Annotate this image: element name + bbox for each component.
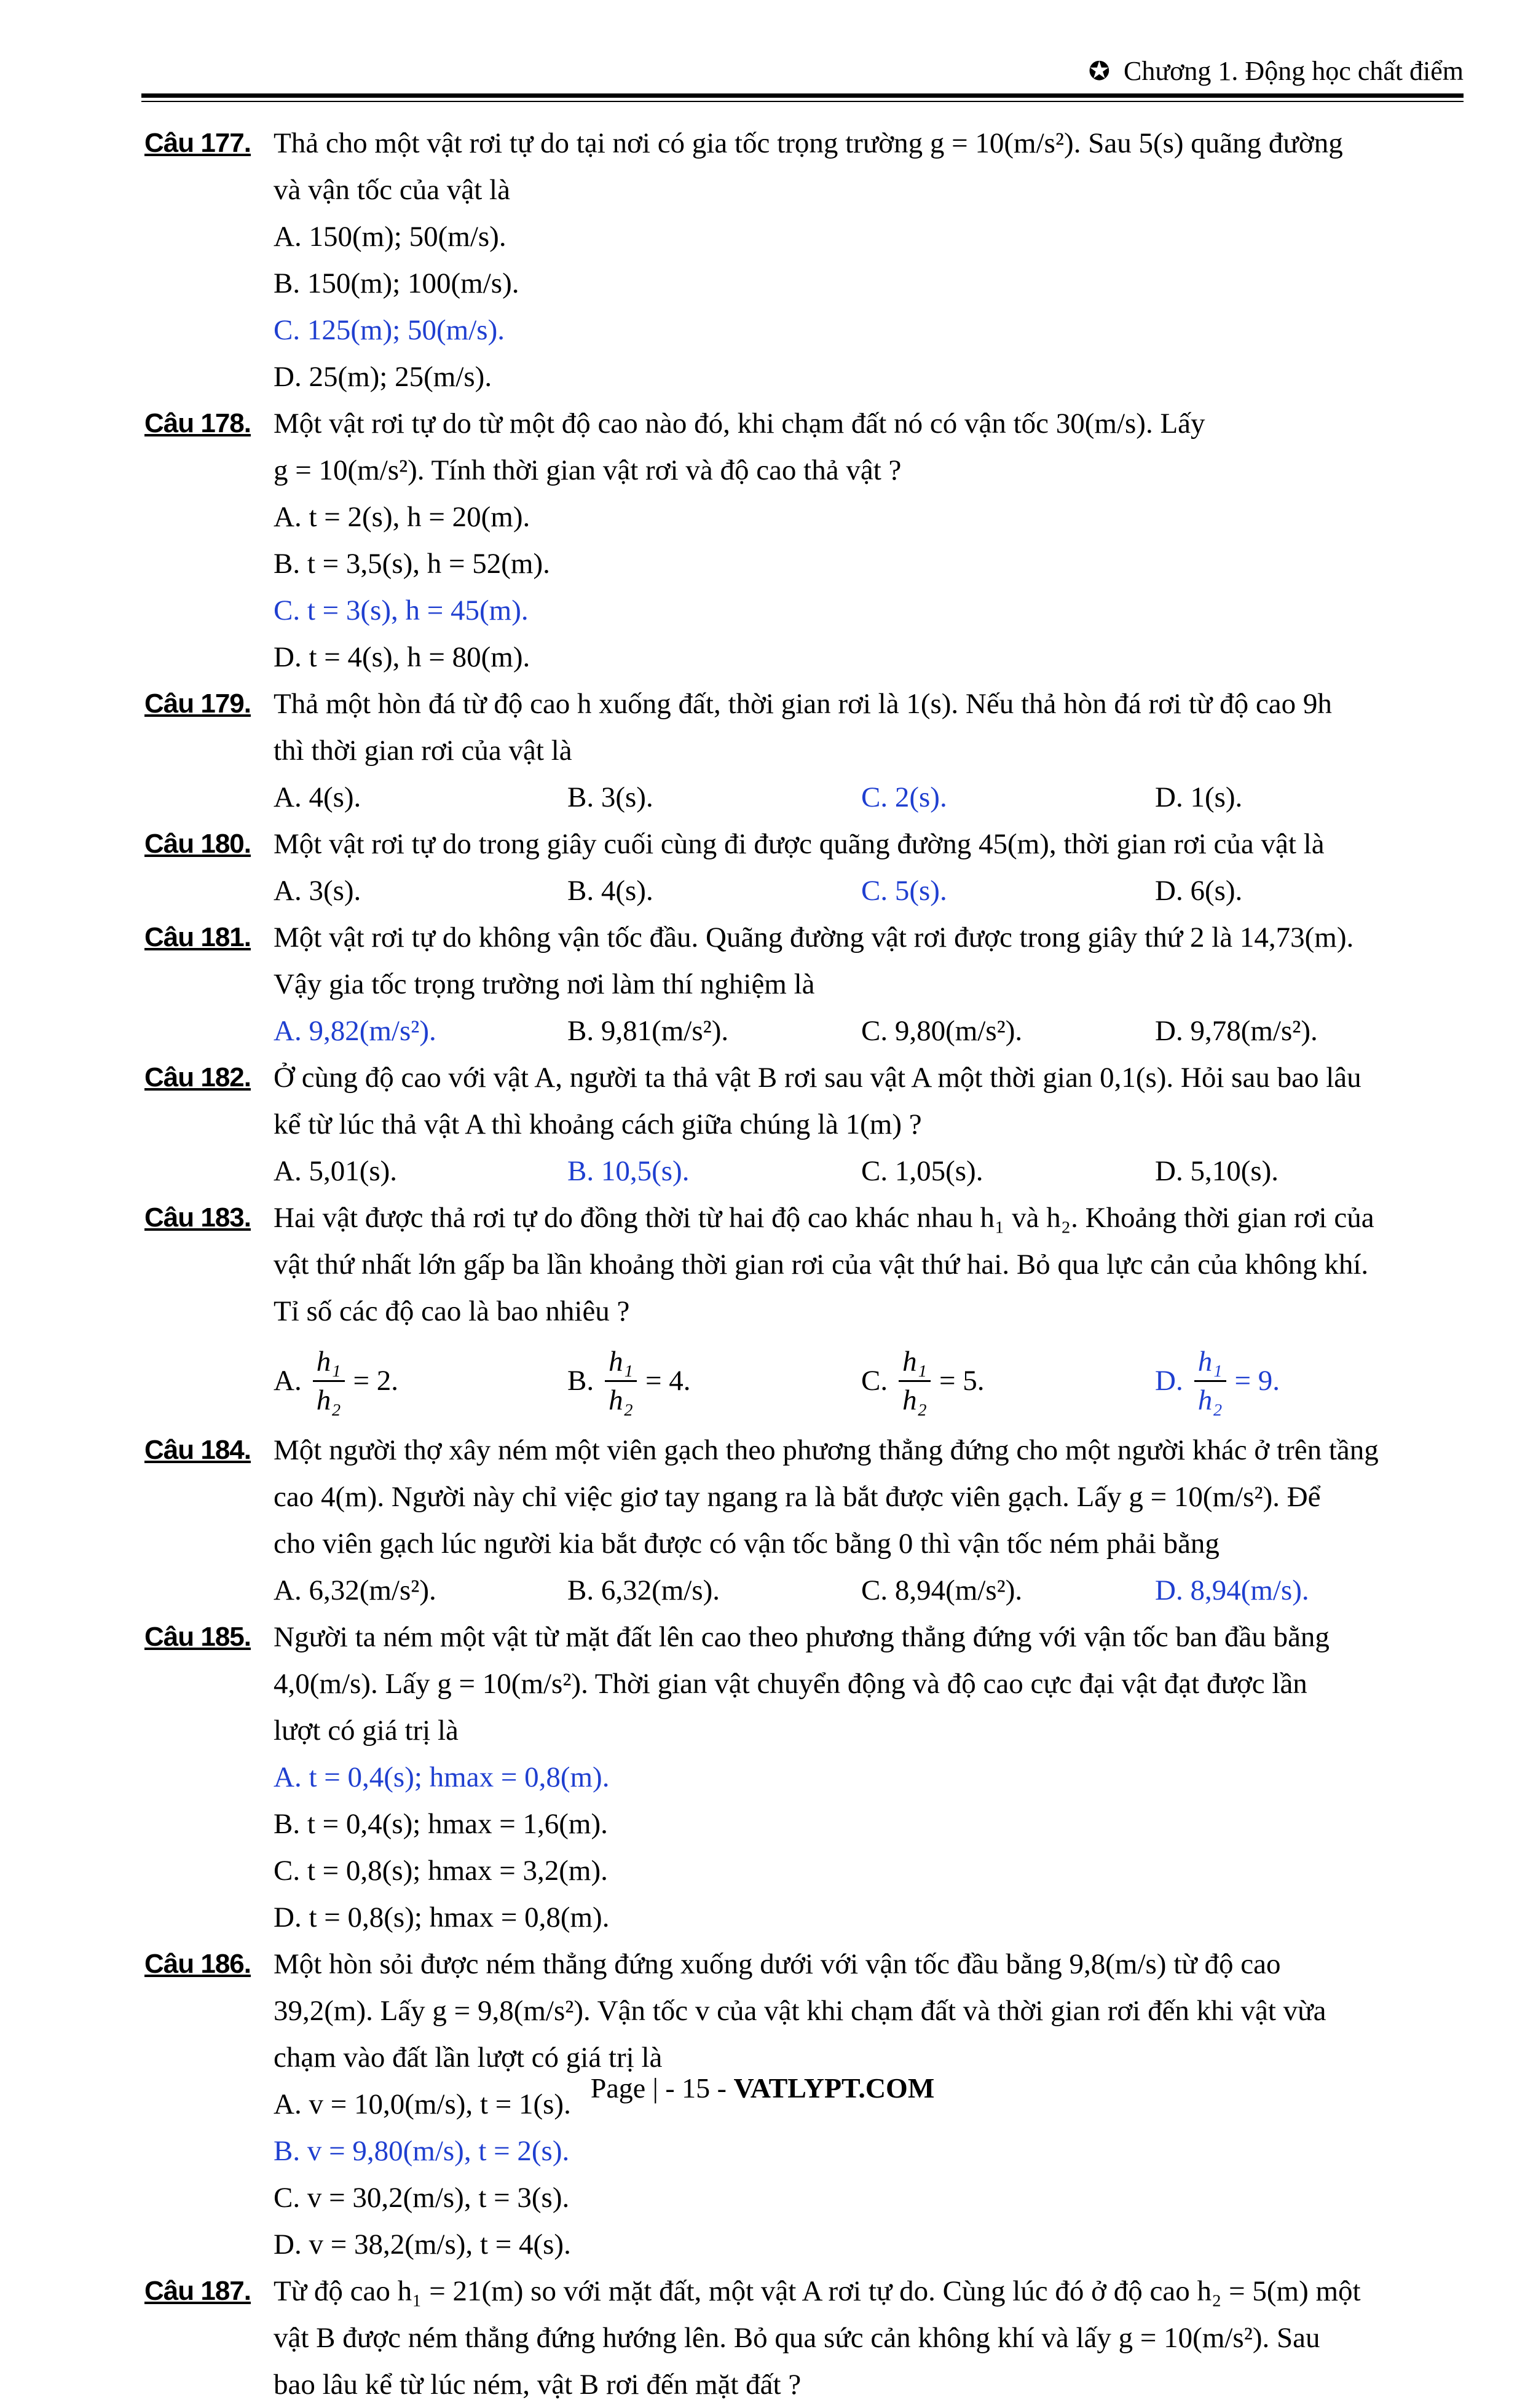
answer-option: A. 4(s). <box>274 781 361 813</box>
answer-option: B. 3(s). <box>567 781 653 813</box>
stem-line: 39,2(m). Lấy g = 9,8(m/s²). Vận tốc v của vật khi chạm đất và thời gian rơi đến khi vật vừa <box>274 1995 1326 2027</box>
answer-option: C. 5(s). <box>861 875 947 907</box>
header-rule-thin <box>141 101 1464 102</box>
answer-options <box>274 1754 1460 1941</box>
stem-line: cho viên gạch lúc người kia bắt được có vận tốc bằng 0 thì vận tốc ném phải bằng <box>274 1528 1220 1560</box>
question-label: Câu 182. <box>144 1062 251 1092</box>
stem-line: Tỉ số các độ cao là bao nhiêu ? <box>274 1295 630 1327</box>
answer-option: A. t = 0,4(s); hmax = 0,8(m). <box>274 1761 610 1793</box>
fraction-numerator: h₁ <box>313 1343 345 1382</box>
answer-option: C. v = 30,2(m/s), t = 3(s). <box>274 2182 570 2214</box>
question <box>144 400 1460 681</box>
height-ratio-fraction <box>1194 1343 1226 1419</box>
answer-option: B. 9,81(m/s²). <box>567 1015 729 1047</box>
answer-option: B. t = 0,4(s); hmax = 1,6(m). <box>274 1808 608 1840</box>
stem-line: Thả cho một vật rơi tự do tại nơi có gia tốc trọng trường g = 10(m/s²). Sau 5(s) quãng đường <box>274 127 1343 159</box>
answer-option: C. 2(s). <box>861 781 947 813</box>
answer-option: B. 6,32(m/s). <box>567 1574 720 1606</box>
stem-line: bao lâu kể từ lúc ném, vật B rơi đến mặt đất ? <box>274 2369 802 2401</box>
fraction-numerator: h₁ <box>899 1343 931 1382</box>
answer-option: A. 150(m); 50(m/s). <box>274 221 506 253</box>
stem-line: chạm vào đất lần lượt có giá trị là <box>274 2042 663 2074</box>
stem-line: Một vật rơi tự do từ một độ cao nào đó, khi chạm đất nó có vận tốc 30(m/s). Lấy <box>274 408 1205 440</box>
stem-line: lượt có giá trị là <box>274 1715 459 1747</box>
option-value: = 9. <box>1234 1365 1280 1397</box>
answer-option: A. 6,32(m/s²). <box>274 1574 436 1606</box>
stem-line: Một vật rơi tự do trong giây cuối cùng đi được quãng đường 45(m), thời gian rơi của vật là <box>274 828 1325 860</box>
fraction-numerator: h₁ <box>605 1343 637 1382</box>
question-label: Câu 177. <box>144 128 251 158</box>
question-stem <box>274 821 1460 867</box>
answer-options <box>274 1148 1460 1194</box>
stem-line: cao 4(m). Người này chỉ việc giơ tay ngang ra là bắt được viên gạch. Lấy g = 10(m/s²). Để <box>274 1481 1321 1513</box>
answer-option: B. t = 3,5(s), h = 52(m). <box>274 548 550 580</box>
stem-line: Một người thợ xây ném một viên gạch theo phương thẳng đứng cho một người khác ở trên tầng <box>274 1434 1379 1466</box>
page-footer <box>0 2072 1525 2104</box>
answer-option: D. t = 0,8(s); hmax = 0,8(m). <box>274 1901 610 1933</box>
page-header <box>141 55 1464 98</box>
question-label: Câu 180. <box>144 829 251 859</box>
question <box>144 681 1460 821</box>
stem-line: g = 10(m/s²). Tính thời gian vật rơi và độ cao thả vật ? <box>274 454 902 486</box>
stem-line: Người ta ném một vật từ mặt đất lên cao theo phương thẳng đứng với vận tốc ban đầu bằng <box>274 1621 1330 1653</box>
answer-option: B. 10,5(s). <box>567 1155 690 1187</box>
question-stem <box>274 1054 1460 1148</box>
answer-options <box>274 867 1460 914</box>
question-label: Câu 185. <box>144 1622 251 1652</box>
question <box>144 1614 1460 1941</box>
answer-option: A. v = 10,0(m/s), t = 1(s). <box>274 2088 571 2120</box>
answer-option: C. 8,94(m/s²). <box>861 1574 1023 1606</box>
question-stem <box>274 681 1460 774</box>
answer-option: B. 4(s). <box>567 875 653 907</box>
answer-option: A. 9,82(m/s²). <box>274 1015 436 1047</box>
question-stem <box>274 400 1460 494</box>
question <box>144 120 1460 400</box>
question <box>144 1194 1460 1427</box>
question <box>144 821 1460 914</box>
answer-option: D. 5,10(s). <box>1155 1155 1279 1187</box>
question-stem <box>274 2268 1460 2408</box>
answer-option: B. v = 9,80(m/s), t = 2(s). <box>274 2135 570 2167</box>
fraction-denominator: h₂ <box>609 1384 633 1416</box>
question <box>144 1054 1460 1194</box>
answer-option: B. 150(m); 100(m/s). <box>274 267 519 299</box>
stem-line: Một hòn sỏi được ném thẳng đứng xuống dưới với vận tốc đầu bằng 9,8(m/s) từ độ cao <box>274 1948 1281 1980</box>
question-label: Câu 178. <box>144 408 251 438</box>
question-label: Câu 181. <box>144 922 251 952</box>
question-label: Câu 179. <box>144 689 251 719</box>
chapter-title-text: Chương 1. Động học chất điểm <box>1123 56 1464 86</box>
answer-options <box>274 494 1460 681</box>
height-ratio-fraction <box>313 1343 345 1419</box>
option-letter: B. <box>567 1365 594 1397</box>
answer-option: D. 1(s). <box>1155 781 1243 813</box>
star-icon: ✪ <box>1088 58 1110 86</box>
answer-option: A. 3(s). <box>274 875 361 907</box>
option-value: = 5. <box>939 1365 985 1397</box>
answer-option: C. 9,80(m/s²). <box>861 1015 1023 1047</box>
answer-option <box>567 1335 861 1427</box>
question-stem <box>274 1614 1460 1754</box>
answer-option: D. v = 38,2(m/s), t = 4(s). <box>274 2228 571 2260</box>
question <box>144 914 1460 1054</box>
answer-options <box>274 1008 1460 1054</box>
stem-line: Thả một hòn đá từ độ cao h xuống đất, thời gian rơi là 1(s). Nếu thả hòn đá rơi từ độ cao 9h <box>274 688 1332 720</box>
fraction-denominator: h₂ <box>316 1384 341 1416</box>
answer-option: D. t = 4(s), h = 80(m). <box>274 641 530 673</box>
fraction-numerator: h₁ <box>1194 1343 1226 1382</box>
question <box>144 1427 1460 1614</box>
answer-option: D. 25(m); 25(m/s). <box>274 361 492 393</box>
stem-line: 4,0(m/s). Lấy g = 10(m/s²). Thời gian vật chuyển động và độ cao cực đại vật đạt được lần <box>274 1668 1307 1700</box>
answer-option: D. 8,94(m/s). <box>1155 1574 1309 1606</box>
answer-option <box>1155 1335 1456 1427</box>
stem-line: Từ độ cao h₁ = 21(m) so với mặt đất, một vật A rơi tự do. Cùng lúc đó ở độ cao h₂ = 5(m) một <box>274 2275 1361 2307</box>
site-name: VATLYPT.COM <box>733 2072 935 2104</box>
height-ratio-fraction <box>605 1343 637 1419</box>
answer-option: D. 6(s). <box>1155 875 1243 907</box>
stem-line: Hai vật được thả rơi tự do đồng thời từ hai độ cao khác nhau h₁ và h₂. Khoảng thời gian rơi của <box>274 1202 1374 1234</box>
question-label: Câu 187. <box>144 2276 251 2306</box>
stem-line: Một vật rơi tự do không vận tốc đầu. Quãng đường vật rơi được trong giây thứ 2 là 14,73(m). <box>274 922 1354 953</box>
answer-option: D. 9,78(m/s²). <box>1155 1015 1318 1047</box>
question-stem <box>274 1941 1460 2081</box>
answer-option: C. 1,05(s). <box>861 1155 983 1187</box>
answer-option: C. t = 0,8(s); hmax = 3,2(m). <box>274 1855 608 1887</box>
answer-option: C. t = 3(s), h = 45(m). <box>274 594 529 626</box>
option-value: = 4. <box>645 1365 691 1397</box>
question-stem <box>274 914 1460 1008</box>
stem-line: Ở cùng độ cao với vật A, người ta thả vật B rơi sau vật A một thời gian 0,1(s). Hỏi sau bao lâu <box>274 1062 1361 1094</box>
fraction-denominator: h₂ <box>902 1384 927 1416</box>
answer-options <box>274 213 1460 400</box>
question-stem <box>274 120 1460 213</box>
question <box>144 1941 1460 2268</box>
fraction-denominator: h₂ <box>1197 1384 1223 1416</box>
option-letter: C. <box>861 1365 888 1397</box>
answer-options <box>274 774 1460 821</box>
question-stem <box>274 1194 1460 1335</box>
question-label: Câu 184. <box>144 1435 251 1465</box>
answer-option <box>861 1335 1155 1427</box>
page-number: Page | - 15 - <box>590 2072 727 2104</box>
header-rule-thick <box>141 93 1464 98</box>
question-list <box>144 120 1460 2408</box>
question <box>144 2268 1460 2408</box>
answer-options <box>274 1335 1460 1427</box>
height-ratio-fraction <box>899 1343 931 1419</box>
stem-line: kể từ lúc thả vật A thì khoảng cách giữa chúng là 1(m) ? <box>274 1108 922 1140</box>
option-letter: D. <box>1155 1365 1183 1397</box>
stem-line: và vận tốc của vật là <box>274 174 510 206</box>
stem-line: Vậy gia tốc trọng trường nơi làm thí nghiệm là <box>274 968 815 1000</box>
chapter-title <box>1089 55 1464 87</box>
option-letter: A. <box>274 1365 302 1397</box>
answer-option: C. 125(m); 50(m/s). <box>274 314 505 346</box>
question-stem <box>274 1427 1460 1567</box>
stem-line: thì thời gian rơi của vật là <box>274 735 572 767</box>
stem-line: vật B được ném thẳng đứng hướng lên. Bỏ qua sức cản không khí và lấy g = 10(m/s²). Sau <box>274 2322 1320 2354</box>
question-label: Câu 186. <box>144 1949 251 1979</box>
answer-options <box>274 2081 1460 2268</box>
question-label: Câu 183. <box>144 1202 251 1233</box>
stem-line: vật thứ nhất lớn gấp ba lần khoảng thời gian rơi của vật thứ hai. Bỏ qua lực cản của không khí. <box>274 1249 1369 1281</box>
answer-option <box>274 1335 567 1427</box>
option-value: = 2. <box>353 1365 399 1397</box>
answer-option: A. t = 2(s), h = 20(m). <box>274 501 530 533</box>
answer-option: A. 5,01(s). <box>274 1155 398 1187</box>
answer-options <box>274 1567 1460 1614</box>
